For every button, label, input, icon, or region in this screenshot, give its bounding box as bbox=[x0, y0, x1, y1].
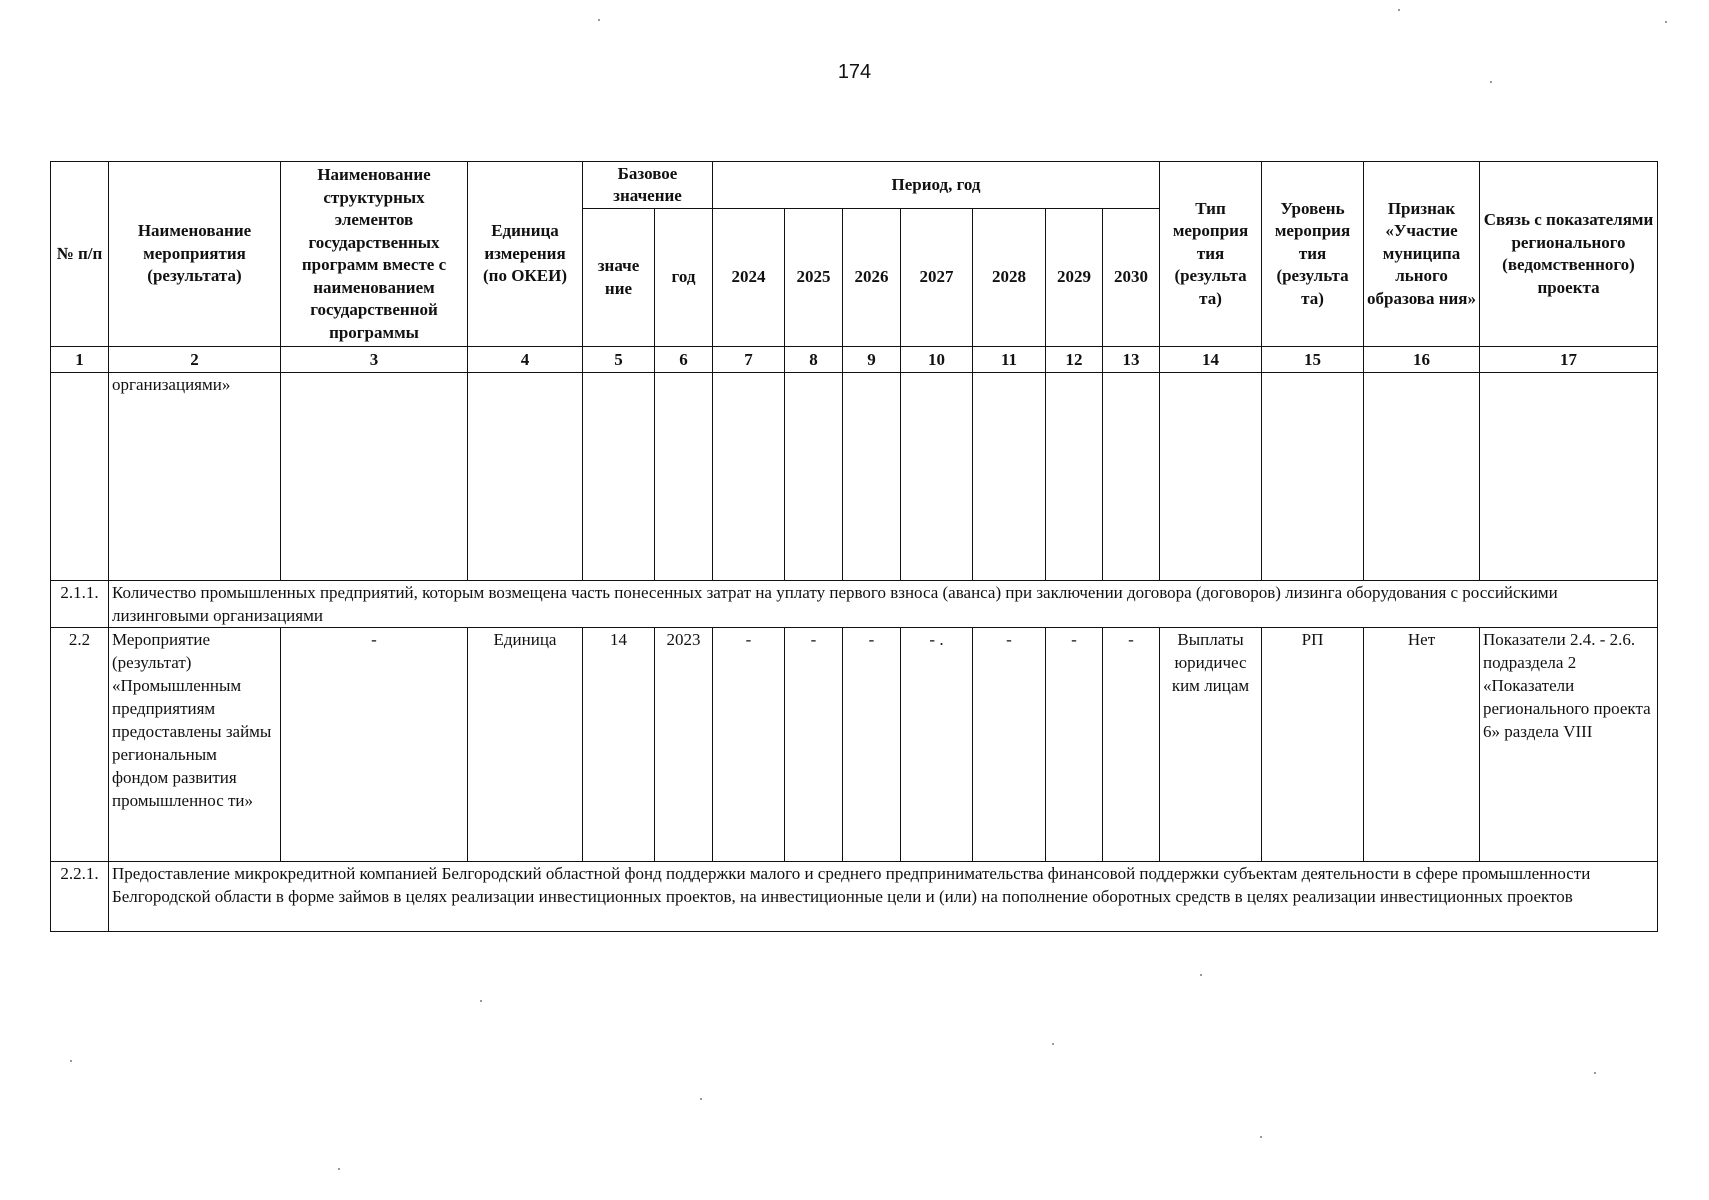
scan-speck bbox=[1490, 81, 1492, 83]
header-activity-level: Уровень мероприя тия (результа та) bbox=[1262, 162, 1364, 347]
activity-year-value: - bbox=[1046, 628, 1103, 862]
column-number: 17 bbox=[1480, 347, 1658, 373]
section-number: 2.1.1. bbox=[51, 581, 109, 628]
header-unit: Единица измерения (по ОКЕИ) bbox=[468, 162, 583, 347]
header-year: 2026 bbox=[843, 209, 901, 347]
continuation-activity-name: организациями» bbox=[109, 373, 281, 581]
header-municipal-participation: Признак «Участие муниципа льного образова ния» bbox=[1364, 162, 1480, 347]
activity-year-value: - bbox=[973, 628, 1046, 862]
header-activity-type: Тип мероприя тия (результа та) bbox=[1160, 162, 1262, 347]
scan-speck bbox=[598, 19, 600, 21]
column-number: 6 bbox=[655, 347, 713, 373]
column-number: 7 bbox=[713, 347, 785, 373]
activity-year-value: - bbox=[843, 628, 901, 862]
activity-name: Мероприятие (результат) «Промышленным предприятиям предоставлены займы региональным фондом развития промышленнос ти» bbox=[109, 628, 281, 862]
activity-row-2-2 bbox=[51, 628, 1658, 862]
column-number: 15 bbox=[1262, 347, 1364, 373]
column-number: 14 bbox=[1160, 347, 1262, 373]
cell-empty bbox=[583, 373, 655, 581]
header-period: Период, год bbox=[713, 162, 1160, 209]
header-project-link: Связь с показателями регионального (ведомственного) проекта bbox=[1480, 162, 1658, 347]
activity-municipal-participation: Нет bbox=[1364, 628, 1480, 862]
section-row-2-1-1 bbox=[51, 581, 1658, 628]
cell-empty bbox=[1262, 373, 1364, 581]
page-number: 174 bbox=[837, 61, 872, 83]
cell-empty bbox=[713, 373, 785, 581]
cell-empty bbox=[1103, 373, 1160, 581]
activity-year-value: - bbox=[713, 628, 785, 862]
column-number: 9 bbox=[843, 347, 901, 373]
header-year: 2029 bbox=[1046, 209, 1103, 347]
header-year: 2030 bbox=[1103, 209, 1160, 347]
column-number: 10 bbox=[901, 347, 973, 373]
cell-empty bbox=[785, 373, 843, 581]
column-number: 2 bbox=[109, 347, 281, 373]
header-year: 2024 bbox=[713, 209, 785, 347]
activity-level: РП bbox=[1262, 628, 1364, 862]
column-number: 5 bbox=[583, 347, 655, 373]
cell-empty bbox=[901, 373, 973, 581]
cell-empty bbox=[1364, 373, 1480, 581]
activity-year-value: - . bbox=[901, 628, 973, 862]
scan-speck bbox=[1594, 1072, 1596, 1074]
cell-empty bbox=[973, 373, 1046, 581]
column-number: 12 bbox=[1046, 347, 1103, 373]
section-number: 2.2.1. bbox=[51, 862, 109, 932]
column-number: 16 bbox=[1364, 347, 1480, 373]
scan-speck bbox=[480, 1000, 482, 1002]
header-base-year: год bbox=[655, 209, 713, 347]
scan-speck bbox=[338, 1168, 340, 1170]
column-number: 4 bbox=[468, 347, 583, 373]
activity-base-value: 14 bbox=[583, 628, 655, 862]
scan-speck bbox=[70, 1060, 72, 1062]
header-year: 2025 bbox=[785, 209, 843, 347]
continuation-row bbox=[51, 373, 1658, 581]
header-no: № п/п bbox=[51, 162, 109, 347]
program-activities-table bbox=[50, 161, 1658, 932]
scan-speck bbox=[1260, 1136, 1262, 1138]
cell-empty bbox=[51, 373, 109, 581]
section-description: Предоставление микрокредитной компанией Белгородский областной фонд поддержки малого и среднего предпринимательства финансовой поддержки субъектам деятельности в сфере промышленности Белгородской области в форме займов в целях реализации инвестиционных проектов, на инвестиционные цели и (или) на пополнение оборотных средств в целях реализации инвестиционных проектов bbox=[109, 862, 1658, 932]
header-base-value: Базовое значение bbox=[583, 162, 713, 209]
column-number: 3 bbox=[281, 347, 468, 373]
section-row-2-2-1 bbox=[51, 862, 1658, 932]
activity-base-year: 2023 bbox=[655, 628, 713, 862]
activity-unit: Единица bbox=[468, 628, 583, 862]
column-number-row bbox=[51, 347, 1658, 373]
cell-empty bbox=[1160, 373, 1262, 581]
column-number: 1 bbox=[51, 347, 109, 373]
cell-empty bbox=[1480, 373, 1658, 581]
activity-type: Выплаты юридичес ким лицам bbox=[1160, 628, 1262, 862]
column-number: 11 bbox=[973, 347, 1046, 373]
cell-empty bbox=[655, 373, 713, 581]
scan-speck bbox=[1398, 9, 1400, 11]
activity-project-link: Показатели 2.4. - 2.6. подраздела 2 «Показатели регионального проекта 6» раздела VIII bbox=[1480, 628, 1658, 862]
cell-empty bbox=[843, 373, 901, 581]
header-year: 2027 bbox=[901, 209, 973, 347]
header-year: 2028 bbox=[973, 209, 1046, 347]
cell-empty bbox=[468, 373, 583, 581]
activity-year-value: - bbox=[785, 628, 843, 862]
activity-number: 2.2 bbox=[51, 628, 109, 862]
section-description: Количество промышленных предприятий, которым возмещена часть понесенных затрат на уплату первого взноса (аванса) при заключении договора (договоров) лизинга оборудования с российскими лизинговыми организациями bbox=[109, 581, 1658, 628]
cell-empty bbox=[281, 373, 468, 581]
header-structural-elements: Наименование структурных элементов государственных программ вместе с наименованием государственной программы bbox=[281, 162, 468, 347]
scan-speck bbox=[1200, 974, 1202, 976]
header-row-top bbox=[51, 162, 1658, 209]
scan-speck bbox=[700, 1098, 702, 1100]
scan-speck bbox=[1665, 21, 1667, 23]
header-base-value-amount: значе ние bbox=[583, 209, 655, 347]
column-number: 13 bbox=[1103, 347, 1160, 373]
column-number: 8 bbox=[785, 347, 843, 373]
header-activity-name: Наименование мероприятия (результата) bbox=[109, 162, 281, 347]
cell-empty bbox=[1046, 373, 1103, 581]
scan-speck bbox=[1052, 1043, 1054, 1045]
activity-structural-element: - bbox=[281, 628, 468, 862]
activity-year-value: - bbox=[1103, 628, 1160, 862]
